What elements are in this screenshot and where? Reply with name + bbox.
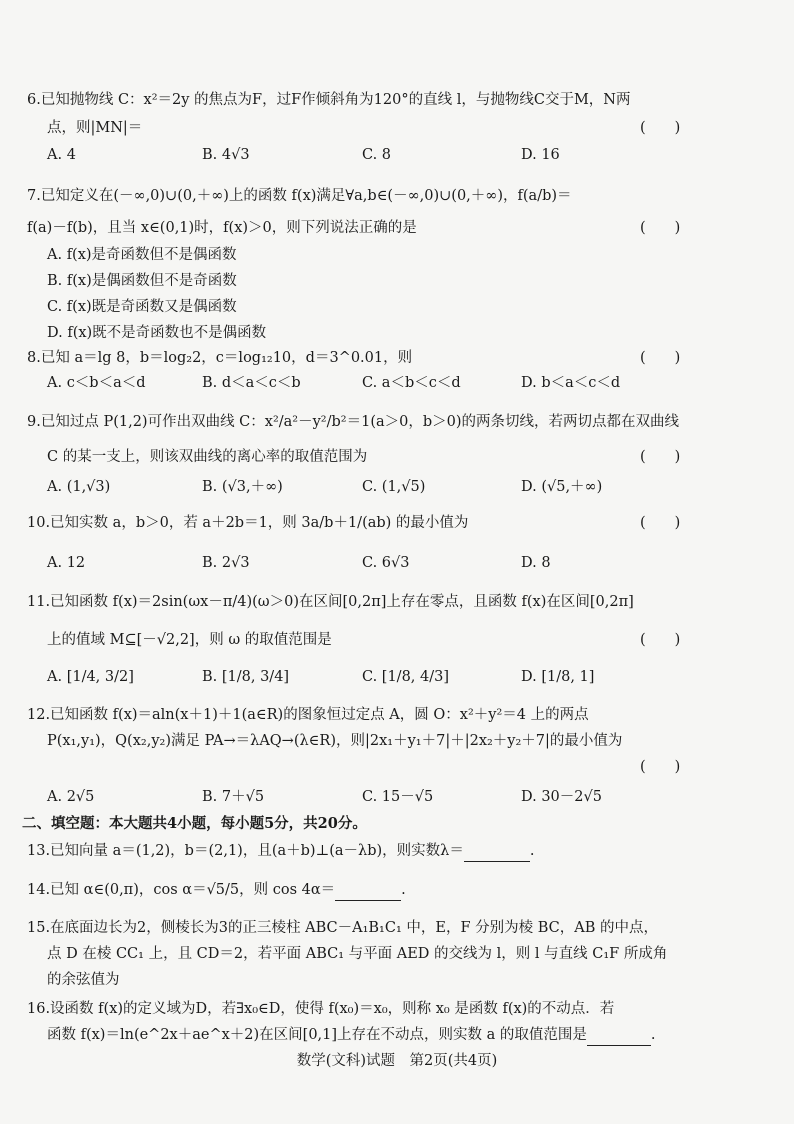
q6-stem-line2: 点，则|MN|＝ xyxy=(47,120,143,136)
q8-options xyxy=(47,372,747,394)
q12-stem-line1: 12.已知函数 f(x)＝aln(x＋1)＋1(a∈R)的图象恒过定点 A，圆 O：x²＋y²＝4 上的两点 xyxy=(27,707,589,723)
q7-option-c: C. f(x)既是奇函数又是偶函数 xyxy=(47,299,237,315)
q11-stem-line2: 上的值域 M⊆[－√2,2]，则 ω 的取值范围是 xyxy=(47,632,332,648)
q14-answer-blank[interactable] xyxy=(335,880,401,901)
q15-stem-line2: 点 D 在棱 CC₁ 上，且 CD＝2，若平面 ABC₁ 与平面 AED 的交线为 l，则 l 与直线 C₁F 所成角 xyxy=(47,946,668,962)
q9-answer-paren: ( ) xyxy=(640,449,681,465)
q10-stem: 10.已知实数 a，b＞0，若 a＋2b＝1，则 3a/b＋1/(ab) 的最小值为 xyxy=(27,515,469,531)
q12-answer-paren: ( ) xyxy=(640,759,681,775)
q10-option-b: B. 2√3 xyxy=(202,555,250,571)
page-footer: 数学(文科)试题 第2页(共4页) xyxy=(296,1053,498,1069)
q7-stem-line2: f(a)－f(b)，且当 x∈(0,1)时，f(x)＞0，则下列说法正确的是 xyxy=(27,220,417,236)
q7-stem-line1: 7.已知定义在(－∞,0)∪(0,＋∞)上的函数 f(x)满足∀a,b∈(－∞,0)∪(0,＋∞)，f(a/b)＝ xyxy=(27,188,572,204)
q7-option-b: B. f(x)是偶函数但不是奇函数 xyxy=(47,273,237,289)
q12-stem-line2: P(x₁,y₁)，Q(x₂,y₂)满足 PA→＝λAQ→(λ∈R)，则|2x₁＋y₁＋7|＋|2x₂＋y₂＋7|的最小值为 xyxy=(47,733,623,749)
q9-stem-line2: C 的某一支上，则该双曲线的离心率的取值范围为 xyxy=(47,449,368,465)
q9-options xyxy=(47,476,747,498)
q12-option-c: C. 15－√5 xyxy=(362,789,434,805)
q14-text: 14.已知 α∈(0,π)，cos α＝√5/5，则 cos 4α＝ xyxy=(27,882,336,898)
q6-option-c: C. 8 xyxy=(362,147,392,163)
q11-answer-paren: ( ) xyxy=(640,632,681,648)
q11-stem-line1: 11.已知函数 f(x)＝2sin(ωx－π/4)(ω＞0)在区间[0,2π]上存在零点，且函数 f(x)在区间[0,2π] xyxy=(27,594,634,610)
q6-options xyxy=(47,144,747,166)
q7-option-a: A. f(x)是奇函数但不是偶函数 xyxy=(47,247,237,263)
q11-option-c: C. [1/8, 4/3] xyxy=(362,669,449,685)
q16-period: . xyxy=(650,1027,656,1043)
q9-option-c: C. (1,√5) xyxy=(362,479,426,495)
q16-text: 函数 f(x)＝ln(e^2x＋ae^x＋2)在区间[0,1]上存在不动点，则实数 a 的取值范围是 xyxy=(47,1027,587,1043)
q8-answer-paren: ( ) xyxy=(640,350,681,366)
q15-stem-line1: 15.在底面边长为2，侧棱长为3的正三棱柱 ABC－A₁B₁C₁ 中，E，F 分别为棱 BC，AB 的中点， xyxy=(27,920,658,936)
q8-option-d: D. b＜a＜c＜d xyxy=(521,375,621,391)
q8-option-c: C. a＜b＜c＜d xyxy=(362,375,461,391)
q12-options xyxy=(47,786,747,808)
q7-option-d: D. f(x)既不是奇函数也不是偶函数 xyxy=(47,325,267,341)
q10-option-c: C. 6√3 xyxy=(362,555,410,571)
q13-period: . xyxy=(529,843,535,859)
q11-option-b: B. [1/8, 3/4] xyxy=(202,669,290,685)
q11-options xyxy=(47,666,747,688)
q15-stem-line3: 的余弦值为 xyxy=(47,972,120,988)
q10-option-d: D. 8 xyxy=(521,555,551,571)
q7-answer-paren: ( ) xyxy=(640,220,681,236)
q14-period: . xyxy=(401,882,406,898)
q9-option-b: B. (√3,＋∞) xyxy=(202,479,283,495)
q8-option-a: A. c＜b＜a＜d xyxy=(47,375,146,391)
q9-option-a: A. (1,√3) xyxy=(47,479,111,495)
q10-options xyxy=(47,552,747,574)
q6-option-b: B. 4√3 xyxy=(202,147,250,163)
q10-answer-paren: ( ) xyxy=(640,515,681,531)
q6-stem-line1: 6.已知抛物线 C：x²＝2y 的焦点为F，过F作倾斜角为120°的直线 l，与抛物线C交于M，N两 xyxy=(27,92,631,108)
q11-option-a: A. [1/4, 3/2] xyxy=(47,669,134,685)
q9-stem-line1: 9.已知过点 P(1,2)可作出双曲线 C：x²/a²－y²/b²＝1(a＞0，b＞0)的两条切线，若两切点都在双曲线 xyxy=(27,414,680,430)
q16-answer-blank[interactable] xyxy=(587,1025,651,1046)
q11-option-d: D. [1/8, 1] xyxy=(521,669,595,685)
q6-option-a: A. 4 xyxy=(47,147,76,163)
q14-stem xyxy=(27,880,406,901)
section-fill-in-header: 二、填空题：本大题共4小题，每小题5分，共20分。 xyxy=(22,815,367,832)
q8-option-b: B. d＜a＜c＜b xyxy=(202,375,301,391)
q16-stem-line2 xyxy=(47,1025,656,1046)
q12-option-b: B. 7＋√5 xyxy=(202,789,265,805)
q12-option-a: A. 2√5 xyxy=(47,789,95,805)
q13-stem xyxy=(27,841,534,862)
q6-option-d: D. 16 xyxy=(521,147,560,163)
q13-answer-blank[interactable] xyxy=(464,841,530,862)
q6-answer-paren: ( ) xyxy=(640,120,681,136)
q12-option-d: D. 30－2√5 xyxy=(521,789,602,805)
q13-text: 13.已知向量 a＝(1,2)，b＝(2,1)，且(a＋b)⊥(a－λb)，则实数λ＝ xyxy=(27,843,464,859)
q9-option-d: D. (√5,＋∞) xyxy=(521,479,603,495)
q8-stem: 8.已知 a＝lg 8，b＝log₂2，c＝log₁₂10，d＝3^0.01，则 xyxy=(27,350,413,366)
q16-stem-line1: 16.设函数 f(x)的定义域为D，若∃x₀∈D，使得 f(x₀)＝x₀，则称 x₀ 是函数 f(x)的不动点．若 xyxy=(27,1001,615,1017)
q10-option-a: A. 12 xyxy=(47,555,86,571)
